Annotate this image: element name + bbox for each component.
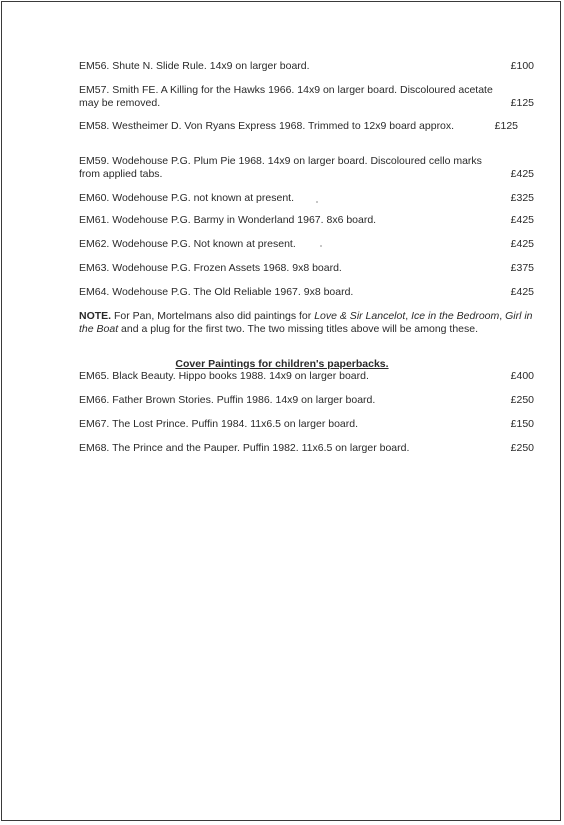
entry-text: EM61. Wodehouse P.G. Barmy in Wonderland 1967. 8x6 board. xyxy=(79,214,377,226)
entry-em58 xyxy=(79,120,534,133)
entry-em64 xyxy=(79,286,534,299)
entry-price: £250 xyxy=(510,394,534,406)
entry-text: EM67. The Lost Prince. Puffin 1984. 11x6.5 on larger board. xyxy=(79,418,359,430)
entry-price: £425 xyxy=(510,286,534,298)
entry-em60 xyxy=(79,192,534,205)
entry-price: £425 xyxy=(510,238,534,250)
entry-em65 xyxy=(79,370,534,383)
entry-price: £250 xyxy=(510,442,534,454)
entry-em56 xyxy=(79,60,534,73)
entry-text: EM56. Shute N. Slide Rule. 14x9 on larger board. xyxy=(79,60,310,72)
entry-text: EM65. Black Beauty. Hippo books 1988. 14x9 on larger board. xyxy=(79,370,369,382)
entry-price: £375 xyxy=(510,262,534,274)
entry-price: £325 xyxy=(510,192,534,204)
note-text: and a plug for the first two. The two missing titles above will be among these. xyxy=(118,323,479,335)
entry-price: £150 xyxy=(510,418,534,430)
entry-text: EM68. The Prince and the Pauper. Puffin 1982. 11x6.5 on larger board. xyxy=(79,442,410,454)
note-title: Girl in the Boat xyxy=(79,310,533,335)
note-label: NOTE. xyxy=(79,310,112,322)
entry-em63 xyxy=(79,262,534,275)
entry-em68 xyxy=(79,442,534,455)
entry-price: £400 xyxy=(510,370,534,382)
note-title: Ice in the Bedroom xyxy=(411,310,500,322)
entry-em57 xyxy=(79,84,534,110)
entry-price: £125 xyxy=(510,97,534,109)
catalogue-page xyxy=(1,1,561,821)
entry-text: EM63. Wodehouse P.G. Frozen Assets 1968. 9x8 board. xyxy=(79,262,342,274)
entry-text: EM60. Wodehouse P.G. not known at present. xyxy=(79,192,294,204)
entry-text: EM58. Westheimer D. Von Ryans Express 1968. Trimmed to 12x9 board approx. xyxy=(79,120,455,132)
note-text: For Pan, Mortelmans also did paintings for xyxy=(111,310,315,322)
entry-text: EM57. Smith FE. A Killing for the Hawks 1966. 14x9 on larger board. Discoloured acetate may be removed. xyxy=(79,84,493,109)
entry-em66 xyxy=(79,394,534,407)
entry-em59 xyxy=(79,155,534,181)
entry-em62 xyxy=(79,238,534,251)
entry-price: £425 xyxy=(510,214,534,226)
entry-price: £425 xyxy=(510,168,534,180)
entry-text: EM62. Wodehouse P.G. Not known at present. xyxy=(79,238,296,250)
scan-speck xyxy=(316,201,318,203)
entry-em61 xyxy=(79,214,534,227)
entry-text: EM64. Wodehouse P.G. The Old Reliable 1967. 9x8 board. xyxy=(79,286,354,298)
entry-text: EM59. Wodehouse P.G. Plum Pie 1968. 14x9 on larger board. Discoloured cello marks from applied tabs. xyxy=(79,155,482,180)
scan-speck xyxy=(320,245,322,247)
note-separator: , xyxy=(405,310,412,322)
section-heading: Cover Paintings for children's paperbacks. xyxy=(175,358,389,370)
entry-price: £125 xyxy=(494,120,518,132)
entry-text: EM66. Father Brown Stories. Puffin 1986. 14x9 on larger board. xyxy=(79,394,376,406)
entry-em67 xyxy=(79,418,534,431)
note-paragraph xyxy=(79,310,534,336)
entry-price: £100 xyxy=(510,60,534,72)
note-title: Love & Sir Lancelot xyxy=(314,310,406,322)
note-separator: , xyxy=(499,310,506,322)
